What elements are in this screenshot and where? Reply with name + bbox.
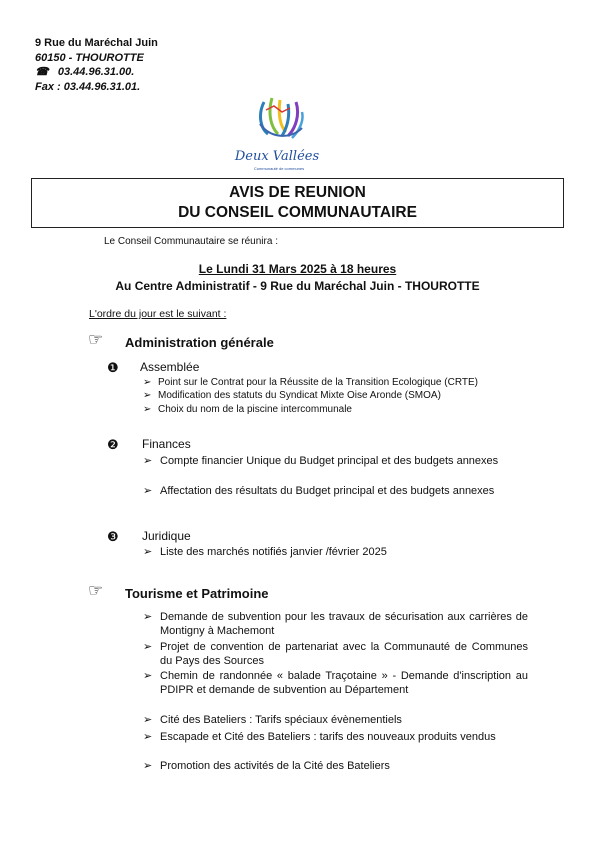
street-address: 9 Rue du Maréchal Juin (35, 37, 158, 49)
fax-line: Fax : 03.44.96.31.01. (35, 80, 141, 93)
list-item: ➢ Liste des marchés notifiés janvier /février 2025 (143, 546, 387, 558)
phone-line (35, 65, 158, 80)
meeting-date: Le Lundi 31 Mars 2025 à 18 heures (198, 262, 397, 276)
logo-tagline: Communauté de communes (253, 166, 305, 171)
arrow-icon: ➢ (143, 485, 153, 497)
list-item: ➢ Point sur le Contrat pour la Réussite de la Transition Ecologique (CRTE) (143, 377, 478, 388)
logo-name: Deux Vallées (234, 149, 320, 164)
arrow-icon: ➢ (143, 670, 153, 682)
number-two-icon: ❷ (107, 437, 119, 452)
subsection-title: Assemblée (140, 360, 200, 374)
list-item: ➢ Cité des Bateliers : Tarifs spéciaux évènementiels (143, 714, 402, 726)
title-box (31, 178, 564, 228)
agenda-intro: L'ordre du jour est le suivant : (89, 308, 227, 320)
arrow-icon: ➢ (143, 377, 152, 388)
section-title: Administration générale (125, 335, 274, 350)
arrow-icon: ➢ (143, 760, 153, 772)
list-item: ➢ Projet de convention de partenariat avec la Communauté de Communes du Pays des Sources (143, 641, 528, 667)
deux-vallees-logo (234, 94, 326, 174)
pointing-hand-icon: ☞ (88, 330, 104, 349)
list-item: ➢ Chemin de randonnée « balade Traçotaine » - Demande d'inscription au PDIPR et demande de subvention au Département (143, 670, 528, 696)
title-line-1: AVIS DE REUNION (229, 184, 366, 201)
arrow-icon: ➢ (143, 714, 153, 726)
arrow-icon: ➢ (143, 455, 153, 467)
phone-number: 03.44.96.31.00. (57, 66, 135, 78)
arrow-icon: ➢ (143, 404, 152, 415)
arrow-icon: ➢ (143, 731, 153, 743)
arrow-icon: ➢ (143, 611, 153, 623)
sender-address (35, 36, 158, 94)
list-item: ➢ Escapade et Cité des Bateliers : tarifs des nouveaux produits vendus (143, 731, 496, 743)
phone-icon: ☎ (35, 66, 49, 78)
pointing-hand-icon: ☞ (88, 581, 104, 600)
postal-city: 60150 - THOUROTTE (35, 51, 144, 64)
title-line-2: DU CONSEIL COMMUNAUTAIRE (178, 204, 417, 221)
number-one-icon: ❶ (107, 360, 119, 375)
subsection-title: Finances (142, 437, 191, 451)
logo-graphic (234, 94, 326, 174)
list-item: ➢ Choix du nom de la piscine intercommunale (143, 404, 352, 415)
number-three-icon: ❸ (107, 529, 119, 544)
arrow-icon: ➢ (143, 546, 153, 558)
list-item: ➢ Demande de subvention pour les travaux de sécurisation aux carrières de Montigny à Machemont (143, 611, 528, 637)
meeting-place: Au Centre Administratif - 9 Rue du Maréchal Juin - THOUROTTE (115, 279, 480, 293)
arrow-icon: ➢ (143, 390, 152, 401)
intro-text: Le Conseil Communautaire se réunira : (104, 236, 278, 247)
section-title: Tourisme et Patrimoine (125, 586, 269, 601)
list-item: ➢ Modification des statuts du Syndicat Mixte Oise Aronde (SMOA) (143, 390, 441, 401)
list-item: ➢ Compte financier Unique du Budget principal et des budgets annexes (143, 455, 499, 467)
arrow-icon: ➢ (143, 641, 153, 653)
list-item: ➢ Affectation des résultats du Budget principal et des budgets annexes (143, 485, 495, 497)
subsection-title: Juridique (142, 529, 191, 543)
list-item: ➢ Promotion des activités de la Cité des Bateliers (143, 760, 390, 772)
